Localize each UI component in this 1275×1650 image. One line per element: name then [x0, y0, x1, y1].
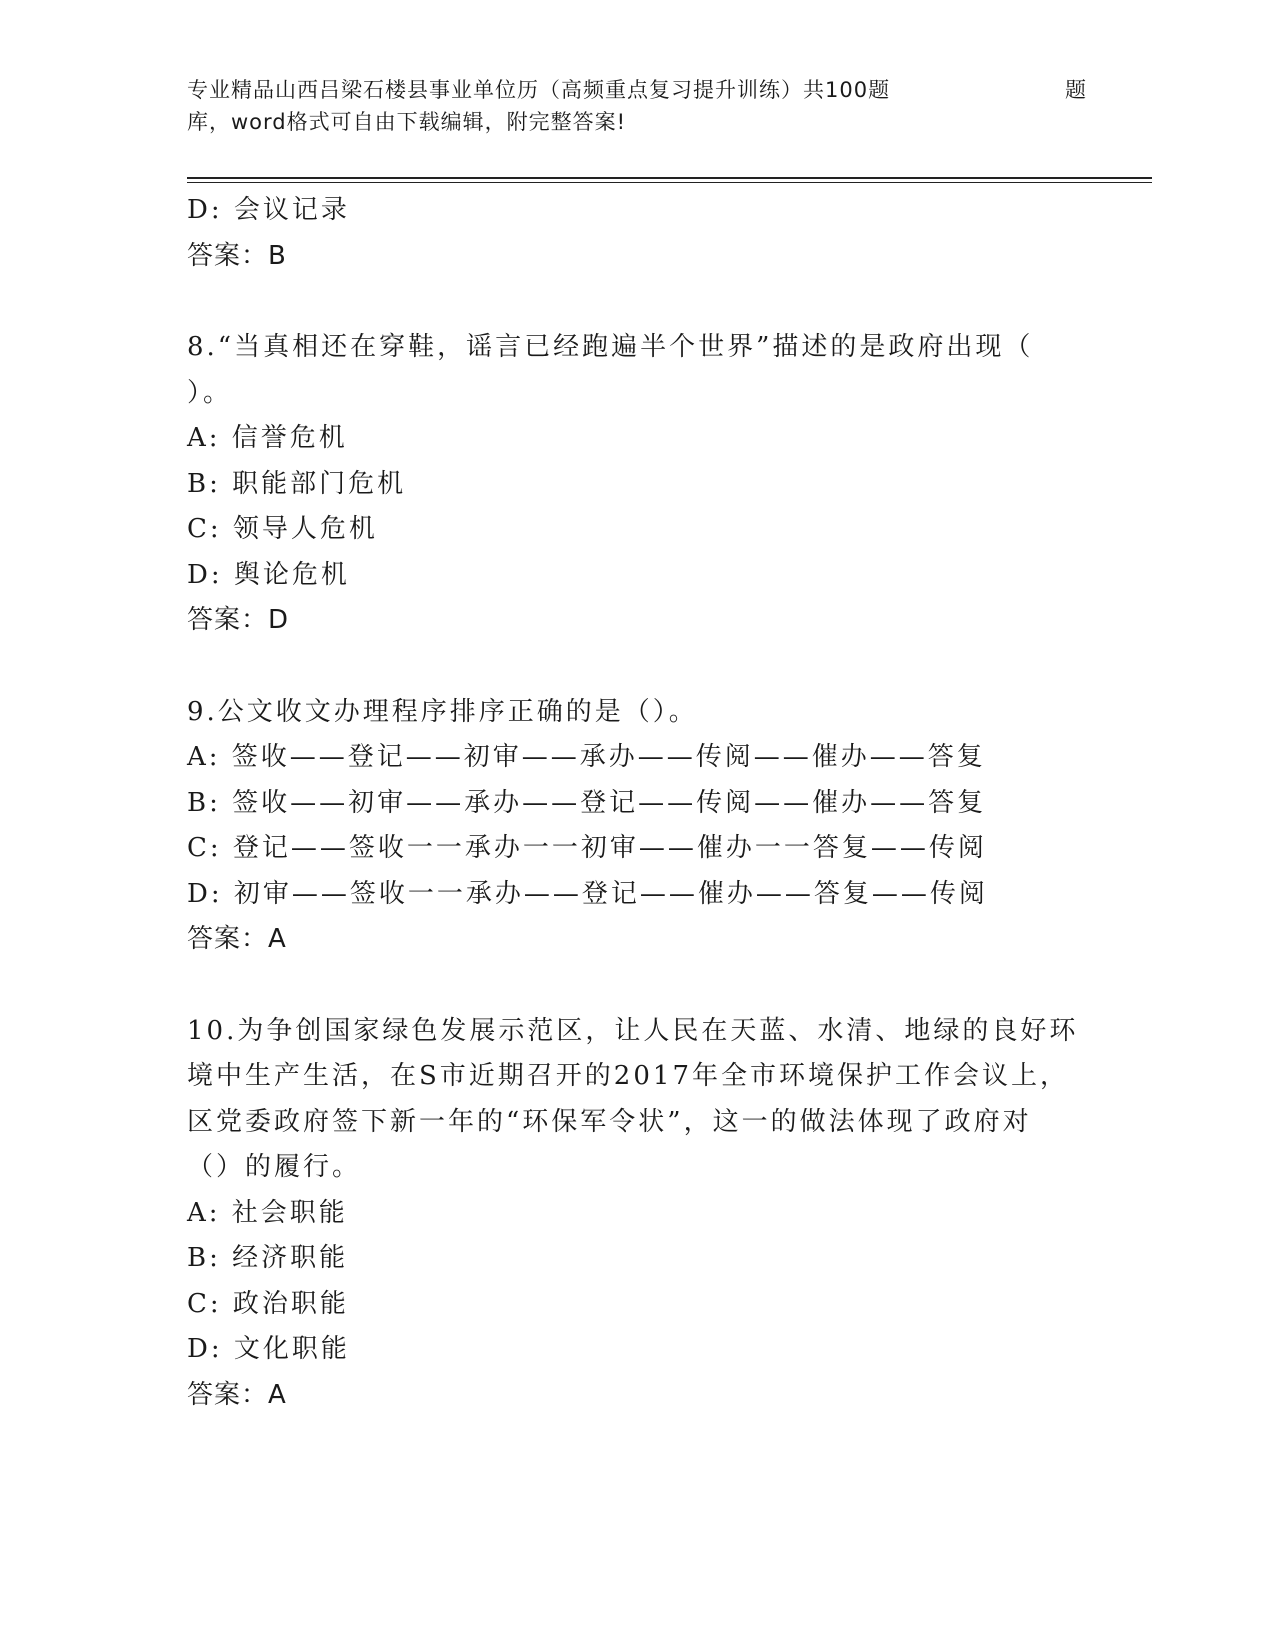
- answer-key: 答案：D: [187, 605, 290, 635]
- question-block: [187, 1009, 1087, 1419]
- answer-option: D: 会议记录: [187, 195, 350, 225]
- question-block: [187, 188, 1087, 279]
- question-block: [187, 690, 1087, 963]
- answer-key: 答案：A: [187, 1379, 287, 1410]
- answer-option: D: 初审——签收一一承办——登记——催办——答复——传阅: [187, 878, 988, 909]
- block-spacer: [187, 963, 1087, 1009]
- header-title: 专业精品山西吕梁石楼县事业单位历（高频重点复习提升训练）共100题: [187, 78, 891, 102]
- question-text: 10.为争创国家绿色发展示范区，让人民在天蓝、水清、地绿的良好环: [187, 1015, 1079, 1046]
- block-spacer: [187, 279, 1087, 325]
- header-divider-thin: [187, 182, 1152, 183]
- header-line-2: 库，word格式可自由下载编辑，附完整答案!: [187, 110, 627, 134]
- question-text: 境中生产生活，在S市近期召开的2017年全市环境保护工作会议上，: [187, 1061, 1069, 1091]
- answer-option: D: 文化职能: [187, 1334, 350, 1364]
- answer-option: A: 社会职能: [187, 1197, 348, 1228]
- question-text: ）。: [187, 377, 233, 408]
- question-text: 区党委政府签下新一年的“环保军令状”，这一的做法体现了政府对: [187, 1106, 1032, 1137]
- page-header: [187, 74, 1087, 138]
- answer-option: D: 舆论危机: [187, 559, 350, 590]
- header-divider: [187, 177, 1152, 179]
- question-text: （）的履行。: [187, 1152, 362, 1182]
- question-text: 9.公文收文办理程序排序正确的是（）。: [187, 696, 698, 727]
- answer-option: A: 签收——登记——初审——承办——传阅——催办——答复: [187, 742, 986, 772]
- answer-key: 答案：A: [187, 924, 287, 954]
- answer-option: A: 信誉危机: [187, 423, 348, 453]
- answer-option: C: 领导人危机: [187, 514, 378, 544]
- question-list: [187, 188, 1087, 1418]
- question-block: [187, 325, 1087, 644]
- block-spacer: [187, 644, 1087, 690]
- question-text: 8.“当真相还在穿鞋，谣言已经跑遍半个世界”描述的是政府出现（: [187, 332, 1034, 362]
- answer-option: B: 签收——初审——承办——登记——传阅——催办——答复: [187, 787, 987, 818]
- header-line-1: [187, 74, 1087, 106]
- answer-option: C: 登记——签收一一承办一一初审——催办一一答复——传阅: [187, 833, 987, 863]
- answer-option: C: 政治职能: [187, 1288, 349, 1319]
- answer-option: B: 职能部门危机: [187, 468, 407, 499]
- header-title-continuation: 题: [1065, 78, 1087, 102]
- answer-key: 答案：B: [187, 240, 287, 271]
- answer-option: B: 经济职能: [187, 1243, 349, 1273]
